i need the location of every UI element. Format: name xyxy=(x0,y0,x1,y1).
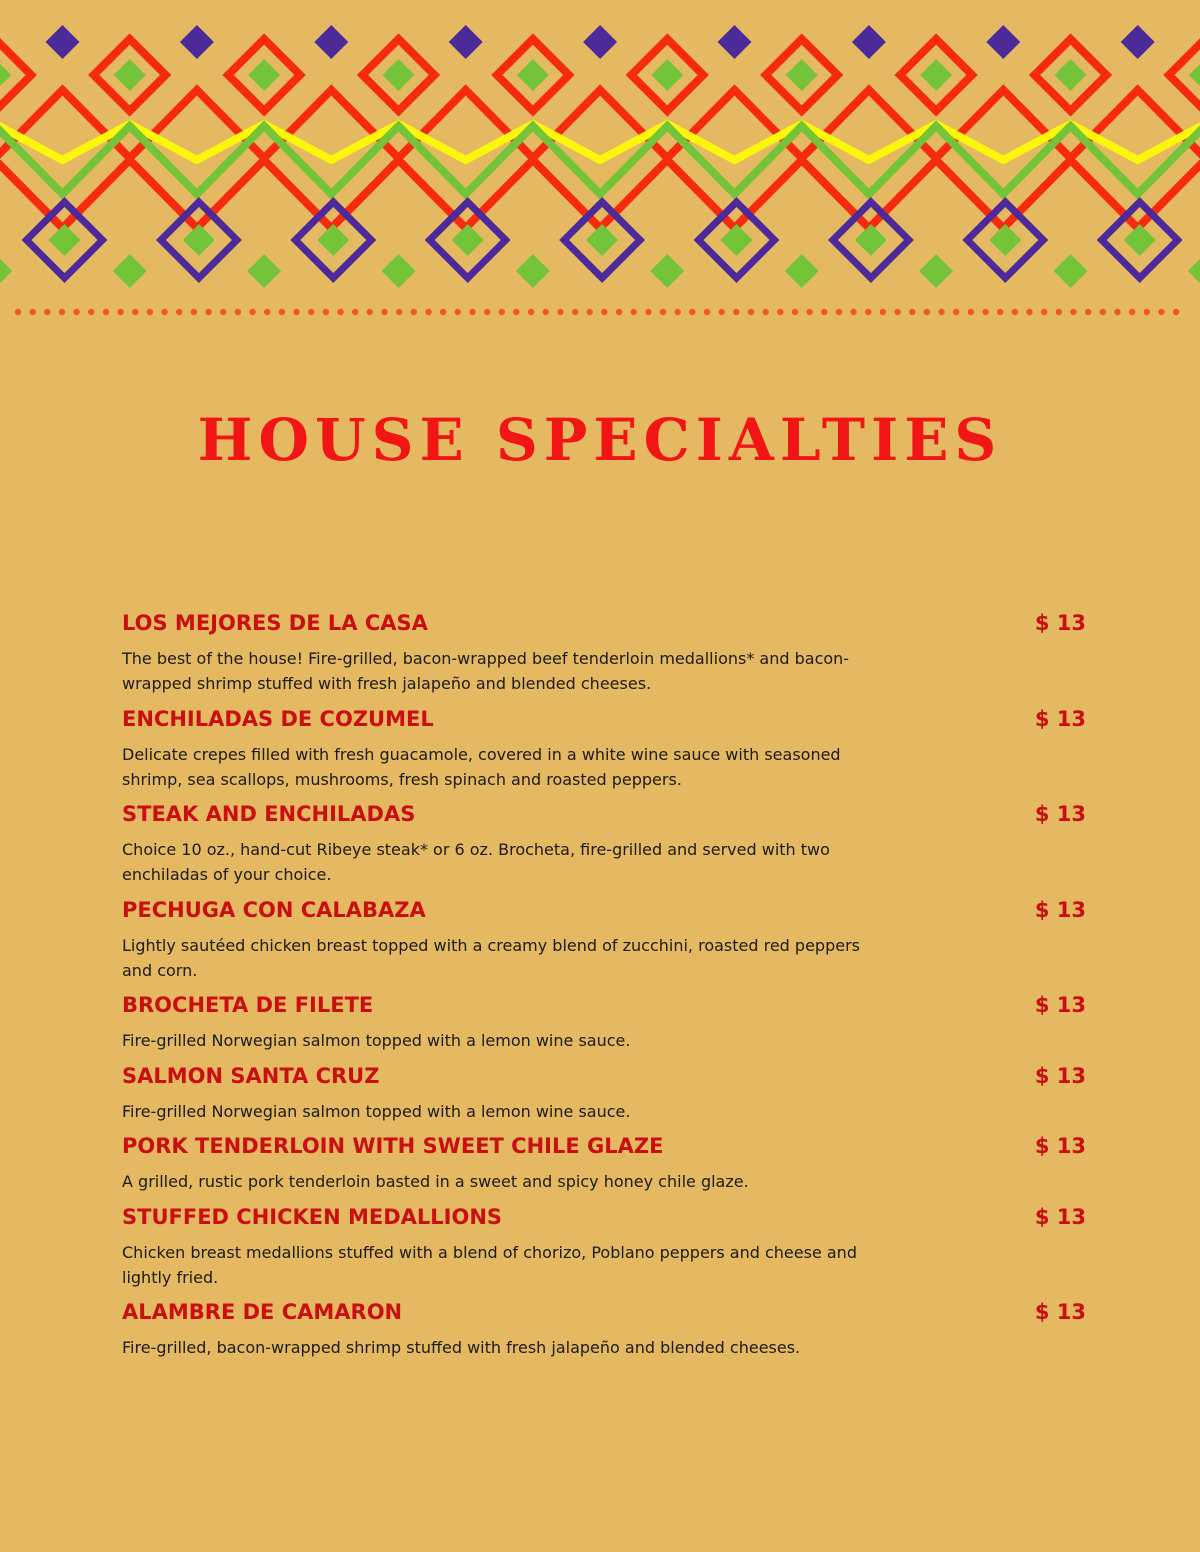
menu-item-price: $ 13 xyxy=(1034,1205,1086,1229)
dot-divider-dot xyxy=(132,309,138,315)
menu-item-name: PORK TENDERLOIN WITH SWEET CHILE GLAZE xyxy=(122,1134,664,1158)
dot-divider-dot xyxy=(264,309,270,315)
dot-divider-dot xyxy=(1026,309,1032,315)
menu-item-price: $ 13 xyxy=(1034,1064,1086,1088)
dot-divider-dot xyxy=(308,309,314,315)
green-diamond xyxy=(517,59,549,91)
dot-divider-dot xyxy=(455,309,461,315)
dot-divider-dot xyxy=(719,309,725,315)
green-diamond xyxy=(49,224,81,256)
dot-divider-dot xyxy=(587,309,593,315)
yellow-zigzag-line xyxy=(0,124,1200,160)
menu-item-name: STUFFED CHICKEN MEDALLIONS xyxy=(122,1205,503,1229)
dot-divider-dot xyxy=(660,309,666,315)
menu-item xyxy=(122,1129,1086,1200)
dot-divider-dot xyxy=(792,309,798,315)
menu-item xyxy=(122,606,1086,702)
dot-divider-dot xyxy=(528,309,534,315)
small-green-diamond xyxy=(919,254,953,288)
dot-divider-dot xyxy=(205,309,211,315)
dot-divider-dot xyxy=(411,309,417,315)
menu-item-description: Choice 10 oz., hand-cut Ribeye steak* or 6 oz. Brocheta, fire-grilled and served with two enchiladas of your choice. xyxy=(122,840,830,884)
dot-divider-dot xyxy=(30,309,36,315)
dot-divider-dot xyxy=(396,309,402,315)
dot-divider-dot xyxy=(293,309,299,315)
dot-divider-dot xyxy=(836,309,842,315)
small-purple-diamond xyxy=(718,25,752,59)
green-diamond xyxy=(1189,59,1200,91)
dot-divider-dot xyxy=(938,309,944,315)
dot-divider-dot xyxy=(704,309,710,315)
small-green-diamond xyxy=(113,254,147,288)
menu-item-description: Fire-grilled Norwegian salmon topped with a lemon wine sauce. xyxy=(122,1031,631,1050)
menu-item-description: Delicate crepes filled with fresh guacamole, covered in a white wine sauce with seasoned shrimp, sea scallops, mushrooms, fresh spinach and roasted peppers. xyxy=(122,745,841,789)
green-diamond xyxy=(651,59,683,91)
green-diamond xyxy=(855,224,887,256)
dot-divider-dot xyxy=(982,309,988,315)
dot-divider-dot xyxy=(513,309,519,315)
small-purple-diamond xyxy=(314,25,348,59)
menu-item-description: A grilled, rustic pork tenderloin basted in a sweet and spicy honey chile glaze. xyxy=(122,1172,749,1191)
menu-item-description: Fire-grilled Norwegian salmon topped with a lemon wine sauce. xyxy=(122,1102,631,1121)
dot-divider-dot xyxy=(850,309,856,315)
dot-divider-dot xyxy=(616,309,622,315)
dot-divider-dot xyxy=(1129,309,1135,315)
dot-divider-dot xyxy=(88,309,94,315)
menu-item-name: ENCHILADAS DE COZUMEL xyxy=(122,707,434,731)
dot-divider-dot xyxy=(249,309,255,315)
dot-divider-dot xyxy=(1114,309,1120,315)
green-diamond xyxy=(317,224,349,256)
menu-item xyxy=(122,1059,1086,1129)
dot-divider-dot xyxy=(381,309,387,315)
menu-item-price: $ 13 xyxy=(1034,707,1086,731)
green-diamond xyxy=(1124,224,1156,256)
dot-divider-dot xyxy=(1070,309,1076,315)
dot-divider-dot xyxy=(220,309,226,315)
small-purple-diamond xyxy=(46,25,80,59)
small-green-diamond xyxy=(1188,254,1200,288)
menu-item-name: ALAMBRE DE CAMARON xyxy=(122,1300,403,1324)
menu-item xyxy=(122,702,1086,797)
menu-item-price: $ 13 xyxy=(1034,611,1086,635)
small-purple-diamond xyxy=(449,25,483,59)
dot-divider-dot xyxy=(953,309,959,315)
dot-divider-dot xyxy=(557,309,563,315)
dot-divider-dot xyxy=(675,309,681,315)
dot-divider-dot xyxy=(425,309,431,315)
menu-item xyxy=(122,988,1086,1059)
dot-divider-dot xyxy=(631,309,637,315)
dot-divider-dot xyxy=(924,309,930,315)
small-green-diamond xyxy=(516,254,550,288)
dot-divider-dot xyxy=(235,309,241,315)
green-diamond xyxy=(786,59,818,91)
dot-divider-dot xyxy=(894,309,900,315)
dot-divider-dot xyxy=(1085,309,1091,315)
dot-divider-dot xyxy=(1041,309,1047,315)
menu-item-name: STEAK AND ENCHILADAS xyxy=(122,802,416,826)
menu-item-price: $ 13 xyxy=(1034,1300,1086,1324)
dot-divider-dot xyxy=(337,309,343,315)
dot-divider-dot xyxy=(748,309,754,315)
dot-divider-dot xyxy=(161,309,167,315)
dot-divider-dot xyxy=(352,309,358,315)
dot-divider-dot xyxy=(821,309,827,315)
dot-divider-dot xyxy=(733,309,739,315)
dot-divider-dot xyxy=(469,309,475,315)
green-diamond xyxy=(586,224,618,256)
menu-item-price: $ 13 xyxy=(1034,802,1086,826)
small-purple-diamond xyxy=(180,25,214,59)
dot-divider-dot xyxy=(499,309,505,315)
dot-divider-dot xyxy=(176,309,182,315)
menu-item-name: SALMON SANTA CRUZ xyxy=(122,1064,380,1088)
dot-divider-dot xyxy=(484,309,490,315)
dot-divider-dot xyxy=(763,309,769,315)
small-purple-diamond xyxy=(986,25,1020,59)
menu-item-description: Fire-grilled, bacon-wrapped shrimp stuffed with fresh jalapeño and blended cheeses. xyxy=(122,1338,801,1357)
small-purple-diamond xyxy=(1121,25,1155,59)
menu-item-name: PECHUGA CON CALABAZA xyxy=(122,898,426,922)
green-diamond xyxy=(0,59,11,91)
menu-item-description: Lightly sautéed chicken breast topped with a creamy blend of zucchini, roasted red peppers and corn. xyxy=(122,936,860,980)
menu-item-price: $ 13 xyxy=(1034,898,1086,922)
green-diamond xyxy=(452,224,484,256)
dot-divider-dot xyxy=(147,309,153,315)
dot-divider-dot xyxy=(44,309,50,315)
dot-divider-dot xyxy=(1056,309,1062,315)
dot-divider-dot xyxy=(880,309,886,315)
small-green-diamond xyxy=(785,254,819,288)
dot-divider-dot xyxy=(645,309,651,315)
green-diamond xyxy=(183,224,215,256)
dot-divider-dot xyxy=(73,309,79,315)
dot-divider-dot xyxy=(572,309,578,315)
green-diamond xyxy=(1055,59,1087,91)
menu-list xyxy=(122,606,1086,1355)
green-diamond xyxy=(721,224,753,256)
menu-item xyxy=(122,1200,1086,1295)
green-diamond xyxy=(248,59,280,91)
dot-divider-dot xyxy=(806,309,812,315)
dot-divider-dot xyxy=(191,309,197,315)
menu-item-price: $ 13 xyxy=(1034,1134,1086,1158)
small-green-diamond xyxy=(382,254,416,288)
dot-divider-dot xyxy=(279,309,285,315)
small-green-diamond xyxy=(1054,254,1088,288)
dot-divider-dot xyxy=(103,309,109,315)
dot-divider-dot xyxy=(968,309,974,315)
menu-item-description: The best of the house! Fire-grilled, bacon-wrapped beef tenderloin medallions* and bacon-wrapped shrimp stuffed with fresh jalapeño and blended cheeses. xyxy=(122,649,850,693)
dot-divider-dot xyxy=(59,309,65,315)
green-diamond xyxy=(383,59,415,91)
menu-item xyxy=(122,1295,1086,1355)
menu-item-name: BROCHETA DE FILETE xyxy=(122,993,374,1017)
dot-divider-dot xyxy=(440,309,446,315)
green-diamond xyxy=(989,224,1021,256)
dot-divider-dot xyxy=(367,309,373,315)
dot-divider-dot xyxy=(997,309,1003,315)
dot-divider-dot xyxy=(865,309,871,315)
dot-divider-dot xyxy=(909,309,915,315)
aztec-pattern-border xyxy=(0,0,1200,330)
small-green-diamond xyxy=(247,254,281,288)
page-title: HOUSE SPECIALTIES xyxy=(197,406,1003,474)
menu-item-description: Chicken breast medallions stuffed with a blend of chorizo, Poblano peppers and cheese and lightly fried. xyxy=(122,1243,857,1287)
dot-divider-dot xyxy=(1012,309,1018,315)
menu-item xyxy=(122,893,1086,988)
dot-divider-dot xyxy=(689,309,695,315)
dot-divider-dot xyxy=(1100,309,1106,315)
menu-item xyxy=(122,797,1086,893)
dot-divider-dot xyxy=(117,309,123,315)
dot-divider-dot xyxy=(323,309,329,315)
menu-item-price: $ 13 xyxy=(1034,993,1086,1017)
dot-divider-dot xyxy=(1158,309,1164,315)
small-green-diamond xyxy=(0,254,12,288)
small-purple-diamond xyxy=(583,25,617,59)
dot-divider-dot xyxy=(1173,309,1179,315)
dot-divider-dot xyxy=(1144,309,1150,315)
green-diamond xyxy=(920,59,952,91)
dot-divider-dot xyxy=(15,309,21,315)
small-purple-diamond xyxy=(852,25,886,59)
green-diamond xyxy=(114,59,146,91)
dot-divider-dot xyxy=(601,309,607,315)
small-green-diamond xyxy=(650,254,684,288)
dot-divider-dot xyxy=(543,309,549,315)
dot-divider-dot xyxy=(777,309,783,315)
menu-item-name: LOS MEJORES DE LA CASA xyxy=(122,611,428,635)
